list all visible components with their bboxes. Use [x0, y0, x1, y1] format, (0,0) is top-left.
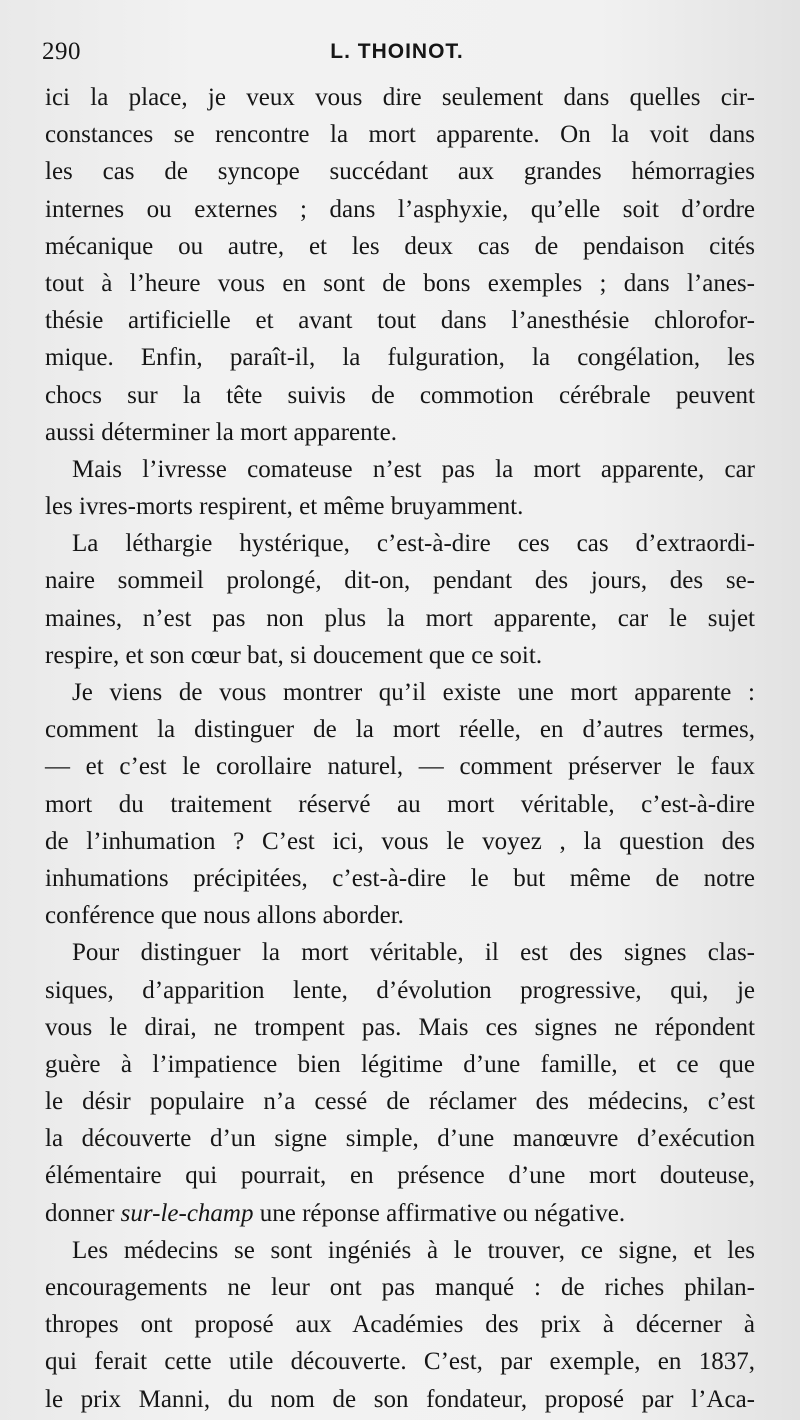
text-line: qui ferait cette utile découverte. C’est, par exemple, en 1837, [45, 1348, 755, 1376]
italic-phrase: sur-le-champ [120, 1199, 254, 1227]
text-line: les ivres-morts respirent, et même bruyamment. [45, 493, 524, 521]
text-line: chocs sur la tête suivis de commotion cérébrale peuvent [45, 381, 755, 409]
text-line: la découverte d’un signe simple, d’une manœuvre d’exécution [45, 1125, 755, 1153]
text-line: mort du traitement réservé au mort véritable, c’est-à-dire [45, 790, 755, 818]
page-number: 290 [42, 38, 81, 65]
text-line: guère à l’impatience bien légitime d’une famille, et ce que [45, 1050, 755, 1078]
text-line: constances se rencontre la mort apparente. On la voit dans [45, 121, 755, 149]
text-line: le désir populaire n’a cessé de réclamer des médecins, c’est [45, 1088, 755, 1116]
text-line: conférence que nous allons aborder. [45, 902, 404, 930]
running-head: L. THOINOT. [330, 40, 464, 63]
text-line: élémentaire qui pourrait, en présence d’une mort douteuse, [45, 1162, 755, 1190]
text-line: le prix Manni, du nom de son fondateur, proposé par l’Aca- [45, 1385, 755, 1413]
text-line: mécanique ou autre, et les deux cas de pendaison cités [45, 232, 755, 260]
text-line: internes ou externes ; dans l’asphyxie, qu’elle soit d’ordre [45, 195, 755, 223]
text-line: thésie artificielle et avant tout dans l’anesthésie chlorofor- [45, 307, 755, 335]
text-line: de l’inhumation ? C’est ici, vous le voyez , la question des [45, 827, 755, 855]
text-fragment: donner [45, 1199, 121, 1227]
text-line: encouragements ne leur ont pas manqué : de riches philan- [45, 1274, 755, 1301]
text-line: La léthargie hystérique, c’est-à-dire ces cas d’extraordi- [72, 530, 755, 558]
body-text [45, 79, 755, 1418]
text-line: Je viens de vous montrer qu’il existe une mort apparente : [72, 679, 755, 706]
text-line: respire, et son cœur bat, si doucement que ce soit. [45, 641, 543, 669]
text-line: Pour distinguer la mort véritable, il est des signes clas- [72, 939, 755, 967]
text-line: ici la place, je veux vous dire seulement dans quelles cir- [45, 84, 755, 111]
text-line: — et c’est le corollaire naturel, — comment préserver le faux [45, 753, 755, 781]
text-fragment: une réponse affirmative ou négative. [253, 1199, 626, 1227]
text-line [45, 1195, 755, 1232]
text-line: mique. Enfin, paraît-il, la fulguration, la congélation, les [45, 344, 755, 372]
text-line: siques, d’apparition lente, d’évolution progressive, qui, je [45, 976, 755, 1004]
text-line: Les médecins se sont ingéniés à le trouver, ce signe, et les [72, 1236, 755, 1264]
text-line: inhumations précipitées, c’est-à-dire le but même de notre [45, 864, 755, 892]
text-line: vous le dirai, ne trompent pas. Mais ces signes ne répondent [45, 1013, 755, 1041]
text-line: tout à l’heure vous en sont de bons exemples ; dans l’anes- [45, 269, 755, 297]
text-line: Mais l’ivresse comateuse n’est pas la mort apparente, car [72, 455, 755, 483]
text-line: les cas de syncope succédant aux grandes hémorragies [45, 158, 755, 186]
text-line: thropes ont proposé aux Académies des prix à décerner à [45, 1311, 755, 1339]
text-line: aussi déterminer la mort apparente. [45, 418, 397, 446]
text-line: naire sommeil prolongé, dit-on, pendant des jours, des se- [45, 567, 755, 595]
text-line: maines, n’est pas non plus la mort apparente, car le sujet [45, 604, 755, 632]
page-header [42, 32, 752, 72]
text-line: comment la distinguer de la mort réelle, en d’autres termes, [45, 716, 755, 744]
